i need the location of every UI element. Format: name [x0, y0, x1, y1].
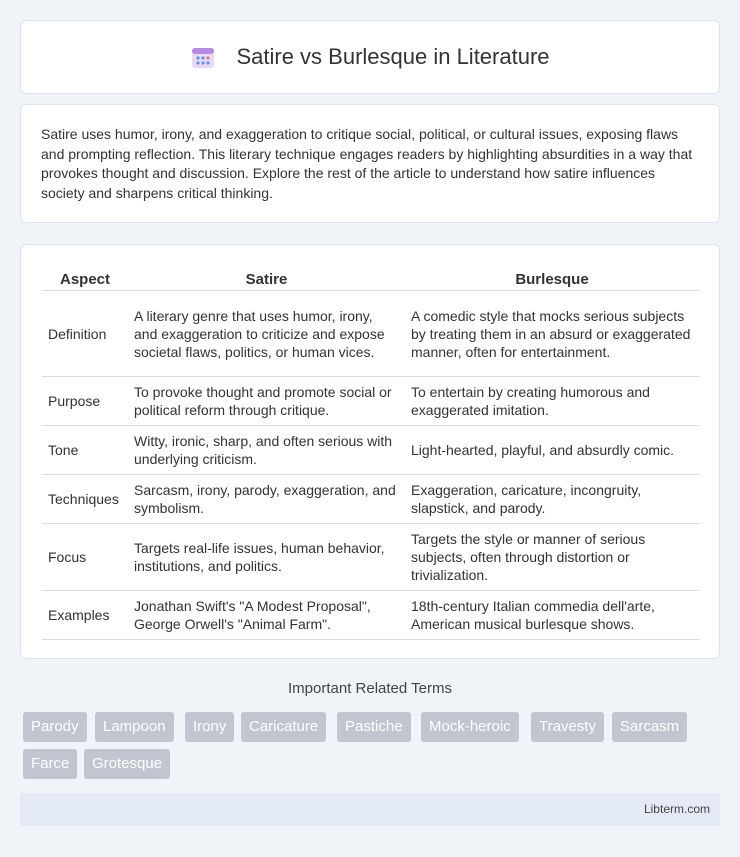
header-burlesque: Burlesque	[405, 265, 699, 291]
page-title: Satire vs Burlesque in Literature	[236, 44, 550, 69]
row-aspect: Purpose	[42, 377, 128, 426]
row-satire: A literary genre that uses humor, irony, and exaggeration to criticize and expose societal flaws, politics, or human vices.	[128, 291, 405, 377]
term-tag-caricature[interactable]: Caricature	[241, 712, 326, 742]
row-burlesque: 18th-century Italian commedia dell'arte, American musical burlesque shows.	[405, 591, 699, 640]
row-satire: To provoke thought and promote social or political reform through critique.	[128, 377, 405, 426]
table-row	[42, 475, 699, 524]
table-row	[42, 591, 699, 640]
table-row	[42, 426, 699, 475]
row-satire: Sarcasm, irony, parody, exaggeration, and symbolism.	[128, 475, 405, 524]
footer	[20, 793, 720, 826]
intro-card	[20, 104, 720, 223]
row-satire: Jonathan Swift's "A Modest Proposal", George Orwell's "Animal Farm".	[128, 591, 405, 640]
row-burlesque: Targets the style or manner of serious subjects, often through distortion or trivialization.	[405, 524, 699, 591]
row-aspect: Focus	[42, 524, 128, 591]
comparison-table	[42, 265, 699, 640]
term-tag-sarcasm[interactable]: Sarcasm	[612, 712, 687, 742]
term-tag-parody[interactable]: Parody	[23, 712, 87, 742]
footer-site-link[interactable]: Libterm.com	[643, 802, 710, 816]
table-row	[42, 291, 699, 377]
term-tag-travesty[interactable]: Travesty	[531, 712, 604, 742]
intro-text: Satire uses humor, irony, and exaggeration to critique social, political, or cultural issues, exposing flaws and prompting reflection. This literary technique engages readers by highlighting absurdities in a way that provokes thought and discussion. Explore the rest of the article to understand how satire influences society and sharpens critical thinking.	[41, 126, 693, 201]
term-tag-lampoon[interactable]: Lampoon	[95, 712, 174, 742]
row-aspect: Tone	[42, 426, 128, 475]
row-aspect: Definition	[42, 291, 128, 377]
related-terms-heading: Important Related Terms	[288, 680, 452, 697]
row-satire: Witty, ironic, sharp, and often serious with underlying criticism.	[128, 426, 405, 475]
row-burlesque: A comedic style that mocks serious subjects by treating them in an absurd or exaggerated manner, often for entertainment.	[405, 291, 699, 377]
term-tag-mock-heroic[interactable]: Mock-heroic	[421, 712, 519, 742]
table-row	[42, 377, 699, 426]
row-burlesque: Light-hearted, playful, and absurdly comic.	[405, 426, 699, 475]
row-aspect: Examples	[42, 591, 128, 640]
header-aspect: Aspect	[42, 265, 128, 291]
term-tag-pastiche[interactable]: Pastiche	[337, 712, 411, 742]
row-burlesque: To entertain by creating humorous and exaggerated imitation.	[405, 377, 699, 426]
calendar-grid-icon	[190, 44, 216, 70]
row-satire: Targets real-life issues, human behavior, institutions, and politics.	[128, 524, 405, 591]
row-aspect: Techniques	[42, 475, 128, 524]
term-tag-irony[interactable]: Irony	[185, 712, 234, 742]
term-tag-grotesque[interactable]: Grotesque	[84, 749, 170, 779]
row-burlesque: Exaggeration, caricature, incongruity, slapstick, and parody.	[405, 475, 699, 524]
comparison-table-card	[20, 244, 720, 659]
table-header-row	[42, 265, 699, 291]
title-card	[20, 20, 720, 94]
table-row	[42, 524, 699, 591]
term-tag-farce[interactable]: Farce	[23, 749, 77, 779]
header-satire: Satire	[128, 265, 405, 291]
